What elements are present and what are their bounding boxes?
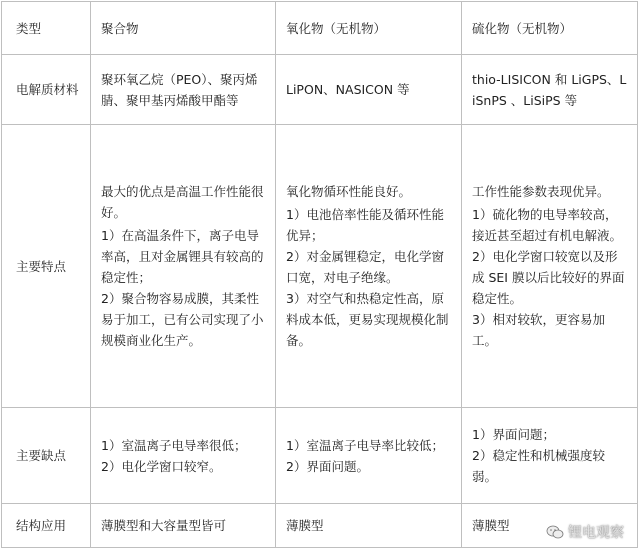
- features-polymer-line: 2）聚合物容易成膜，其柔性易于加工，已有公司实现了小规模商业化生产。: [101, 291, 264, 348]
- features-label: 主要特点: [2, 125, 91, 408]
- drawbacks-oxide-line: 1）室温离子电导率比较低；: [286, 437, 444, 453]
- drawbacks-row: [2, 408, 638, 504]
- header-polymer: 聚合物: [91, 2, 276, 55]
- features-polymer-line: 1）在高温条件下，离子电导率高，且对金属锂具有较高的稳定性；: [101, 228, 264, 285]
- material-sulfide: thio-LISICON 和 LiGPS、LiSnPS 、LiSiPS 等: [462, 55, 638, 125]
- header-oxide: 氧化物（无机物）: [276, 2, 462, 55]
- drawbacks-label: 主要缺点: [2, 408, 91, 504]
- applications-polymer: 薄膜型和大容量型皆可: [91, 504, 276, 548]
- features-sulfide-line: 3）相对较软，更容易加工。: [472, 312, 605, 348]
- drawbacks-polymer-line: 2）电化学窗口较窄。: [101, 458, 222, 474]
- drawbacks-oxide: [276, 408, 462, 504]
- material-label: 电解质材料: [2, 55, 91, 125]
- features-polymer: [91, 125, 276, 408]
- features-oxide: [276, 125, 462, 408]
- features-oxide-line: 2）对金属锂稳定，电化学窗口宽，对电子绝缘。: [286, 249, 444, 285]
- drawbacks-polymer-line: 1）室温离子电导率很低；: [101, 437, 247, 453]
- features-sulfide-line: 工作性能参数表现优异。: [472, 184, 610, 199]
- applications-label: 结构应用: [2, 504, 91, 548]
- drawbacks-oxide-line: 2）界面问题。: [286, 458, 369, 474]
- features-sulfide-line: 2）电化学窗口较宽以及形成 SEI 膜以后比较好的界面稳定性。: [472, 249, 625, 306]
- electrolyte-comparison-table: [1, 1, 638, 548]
- watermark-text: 锂电观察: [568, 525, 624, 541]
- header-row: [2, 2, 638, 55]
- drawbacks-sulfide-line: 1）界面问题；: [472, 427, 555, 442]
- drawbacks-sulfide-line: 2）稳定性和机械强度较弱。: [472, 448, 605, 484]
- applications-oxide: 薄膜型: [276, 504, 462, 548]
- features-oxide-line: 3）对空气和热稳定性高，原料成本低，更易实现规模化制备。: [286, 291, 449, 348]
- features-sulfide: [462, 125, 638, 408]
- header-sulfide: 硫化物（无机物）: [462, 2, 638, 55]
- features-sulfide-line: 1）硫化物的电导率较高，接近甚至超过有机电解液。: [472, 207, 623, 243]
- applications-sulfide: 薄膜型: [462, 504, 638, 548]
- features-polymer-line: 最大的优点是高温工作性能很好。: [101, 184, 264, 220]
- material-row: [2, 55, 638, 125]
- drawbacks-polymer: [91, 408, 276, 504]
- features-row: [2, 125, 638, 408]
- applications-row: [2, 504, 638, 548]
- material-oxide: LiPON、NASICON 等: [276, 55, 462, 125]
- material-polymer: 聚环氧乙烷（PEO）、聚丙烯腈、聚甲基丙烯酸甲酯等: [91, 55, 276, 125]
- drawbacks-sulfide: [462, 408, 638, 504]
- features-oxide-line: 1）电池倍率性能及循环性能优异；: [286, 207, 444, 243]
- header-type: 类型: [2, 2, 91, 55]
- features-oxide-line: 氧化物循环性能良好。: [286, 184, 412, 199]
